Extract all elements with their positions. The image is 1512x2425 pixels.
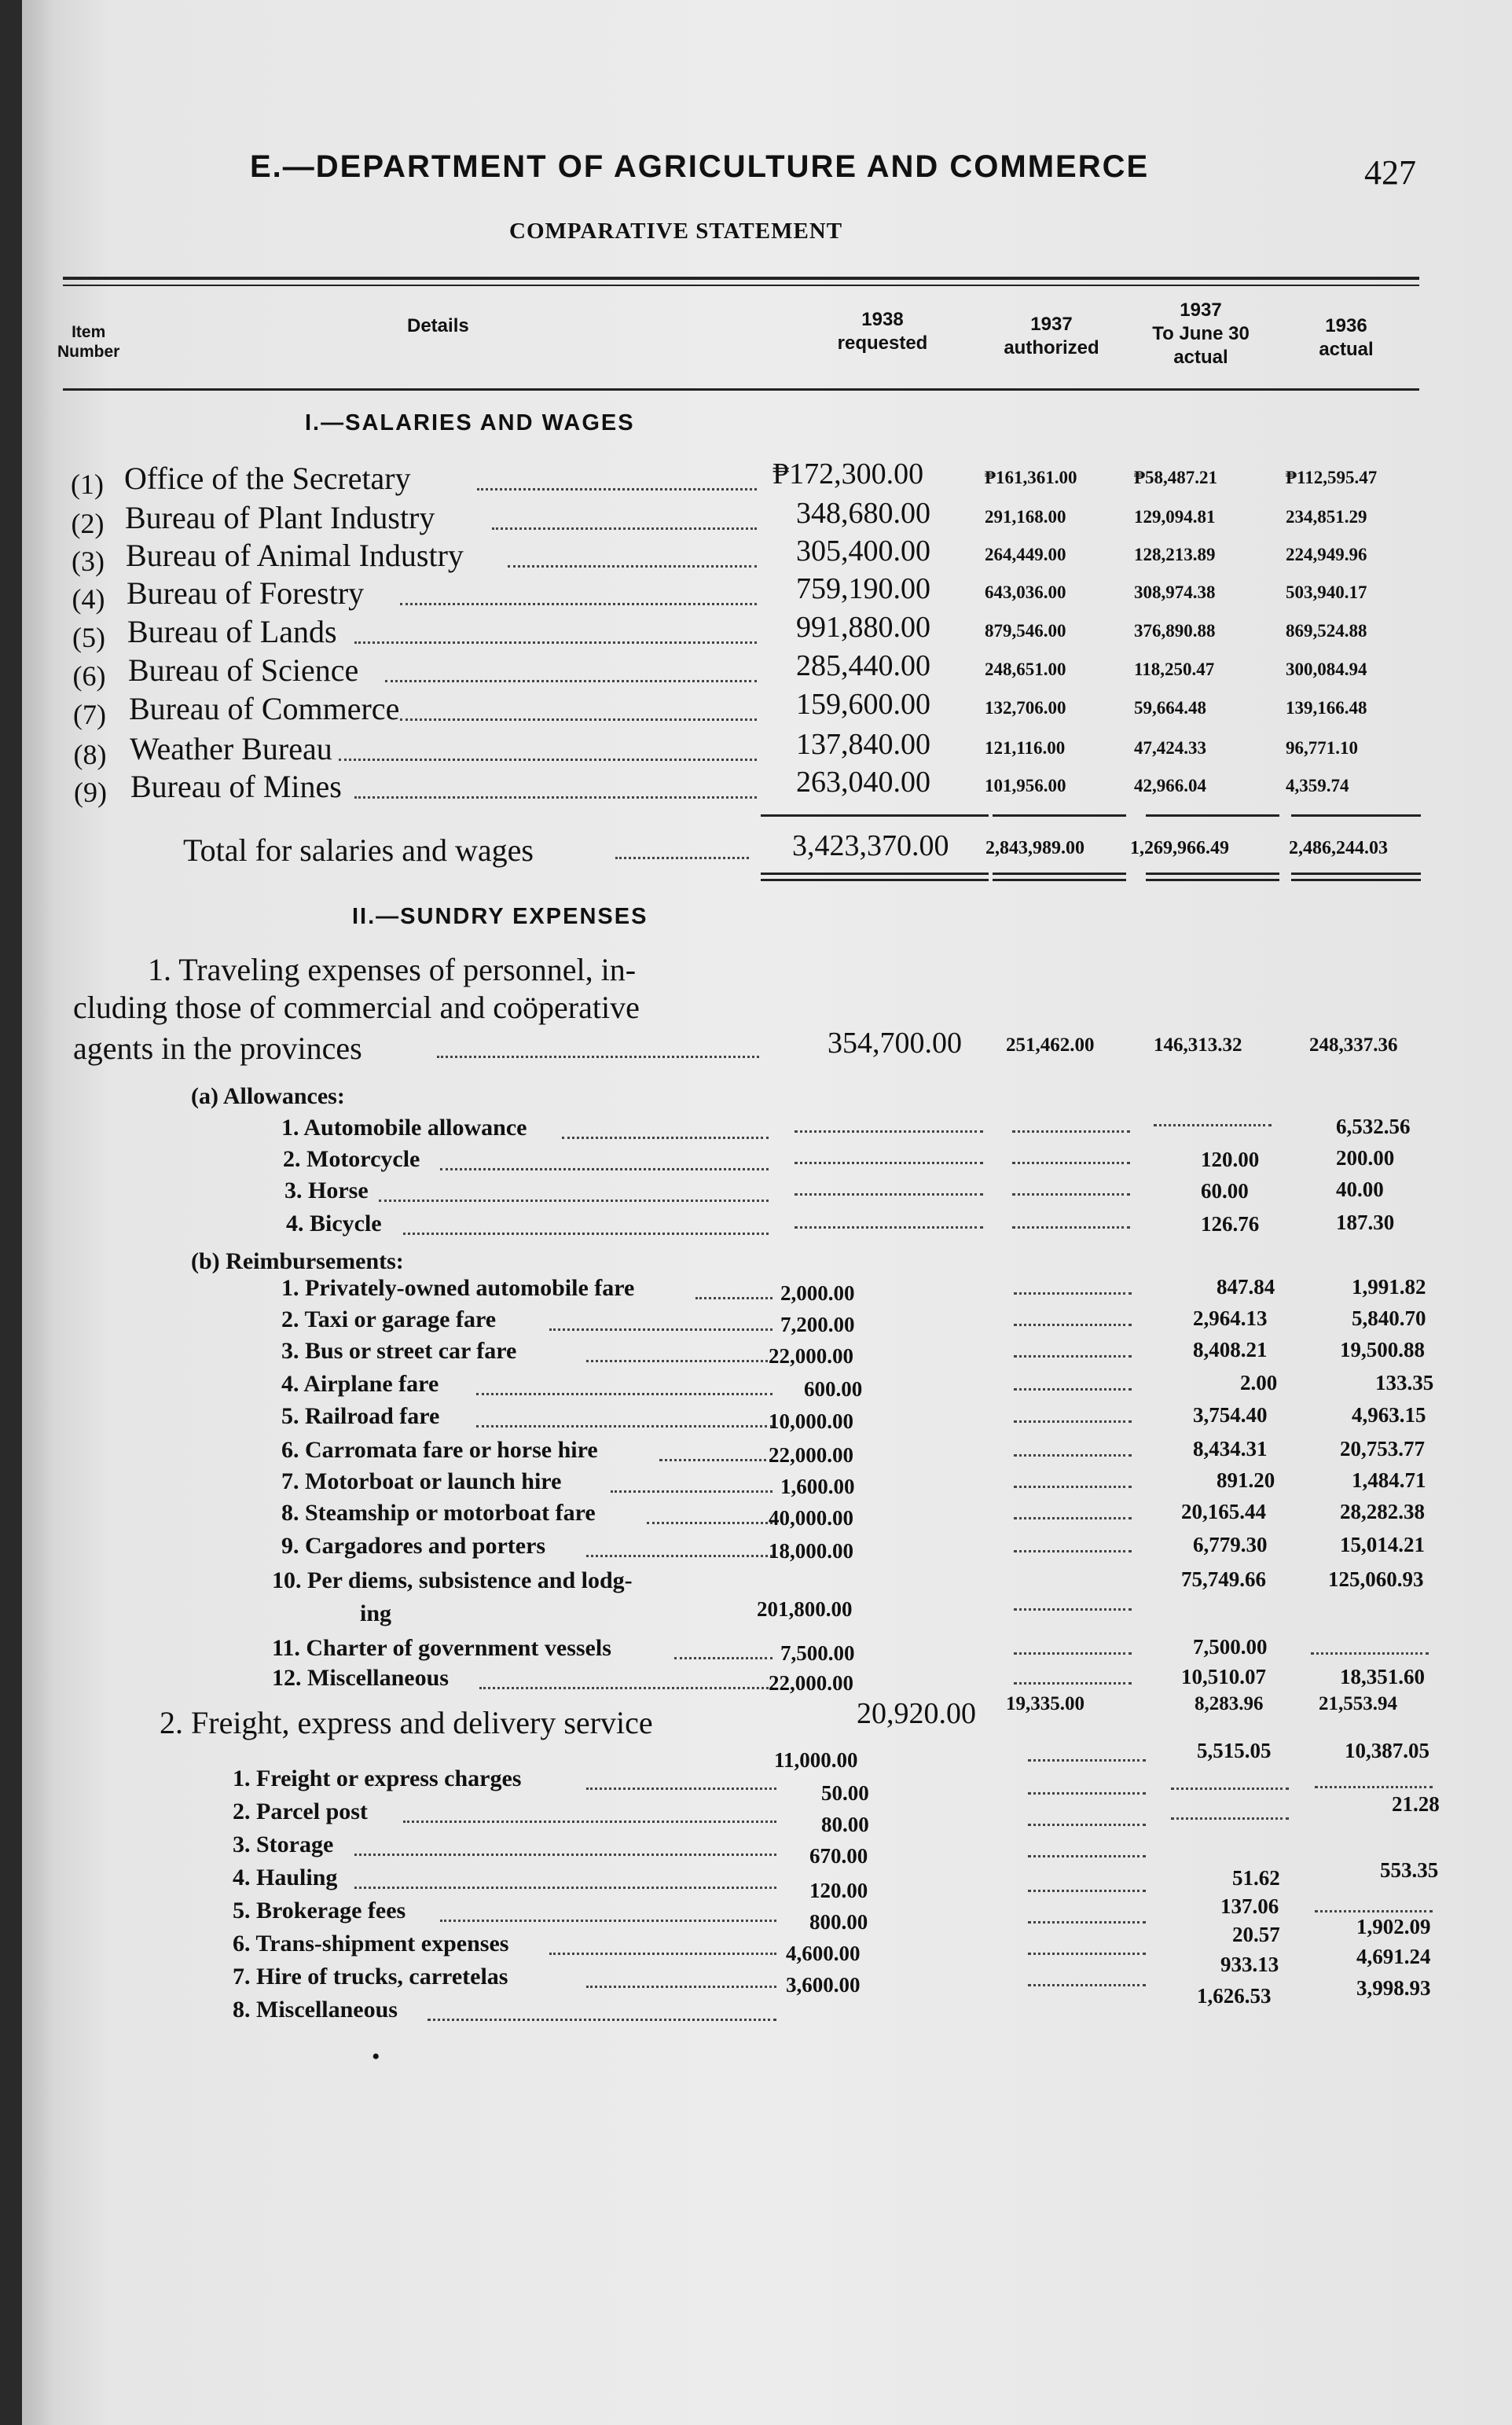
salary-row-authorized: 643,036.00 — [985, 582, 1066, 602]
freight-item-requested: 50.00 — [821, 1781, 869, 1805]
total-rule-c2 — [1146, 879, 1279, 881]
salary-row-label: Bureau of Plant Industry — [125, 500, 435, 535]
allowances-heading: (a) Allowances: — [191, 1083, 345, 1109]
salary-row-dots — [508, 565, 758, 568]
allowance-auth-dots — [1012, 1130, 1130, 1133]
reimbursement-dots — [611, 1490, 773, 1493]
allowance-req-dots — [795, 1193, 983, 1196]
total-rule-c1 — [1146, 873, 1279, 875]
reimbursement-june: 2,964.13 — [1193, 1306, 1268, 1330]
reimbursement-dots — [476, 1393, 773, 1395]
salary-row-dots — [477, 488, 758, 491]
reimbursement-june: 2.00 — [1240, 1371, 1278, 1394]
freight-item-june: 933.13 — [1220, 1953, 1279, 1976]
reimbursement-label-cont: ing — [360, 1600, 392, 1626]
allowance-req-dots — [795, 1226, 983, 1229]
salary-row-june: 128,213.89 — [1134, 545, 1216, 564]
freight-item-june: 137.06 — [1220, 1894, 1279, 1918]
freight-item-june: 51.62 — [1232, 1866, 1280, 1890]
salary-row-requested: 348,680.00 — [796, 497, 930, 530]
salary-row-requested: 159,600.00 — [796, 688, 930, 721]
total-rule-b1 — [993, 873, 1126, 875]
reimbursement-auth-dots — [1014, 1608, 1132, 1611]
col-1937b-year: 1937 — [1180, 299, 1222, 321]
total-rule-d1 — [1291, 873, 1421, 875]
freight-item-label: 8. Miscellaneous — [233, 1997, 398, 2023]
allowance-req-dots — [795, 1162, 983, 1164]
salary-row-june: 59,664.48 — [1134, 698, 1206, 718]
reimbursement-actual: 1,484.71 — [1352, 1468, 1426, 1492]
reimbursement-auth-dots — [1014, 1420, 1132, 1423]
freight-item-label: 5. Brokerage fees — [233, 1898, 406, 1923]
allowance-june-dots — [1154, 1124, 1272, 1126]
total-rule-d2 — [1291, 879, 1421, 881]
reimbursement-actual: 4,963.15 — [1352, 1403, 1426, 1427]
salary-row-number: (7) — [73, 699, 106, 730]
freight-item-auth-dots — [1028, 1953, 1146, 1955]
freight-item-requested: 800.00 — [809, 1910, 868, 1934]
salary-row-june: 308,974.38 — [1134, 582, 1216, 602]
allowance-label: 4. Bicycle — [286, 1211, 382, 1236]
freight-item-auth-dots — [1028, 1792, 1146, 1795]
reimbursement-june: 8,434.31 — [1193, 1437, 1268, 1461]
freight-item-requested: 670.00 — [809, 1844, 868, 1868]
reimbursement-actual: 19,500.88 — [1340, 1338, 1425, 1361]
subtotal-rule-4 — [1291, 814, 1421, 817]
salary-row-dots — [492, 527, 757, 530]
reimbursement-june: 75,749.66 — [1181, 1567, 1266, 1591]
col-1937b-label1: To June 30 — [1152, 323, 1250, 344]
salary-row-requested: 991,880.00 — [796, 611, 930, 644]
salary-row-requested: 285,440.00 — [796, 649, 930, 682]
salary-row-label: Bureau of Mines — [130, 769, 342, 804]
salary-row-requested: 137,840.00 — [796, 728, 930, 761]
traveling-authorized: 251,462.00 — [1006, 1034, 1095, 1056]
allowance-req-dots — [795, 1130, 983, 1133]
reimbursement-dots — [674, 1657, 773, 1659]
reimbursement-auth-dots — [1014, 1454, 1132, 1457]
freight-item-requested: 3,600.00 — [786, 1973, 861, 1997]
freight-item-label: 1. Freight or express charges — [233, 1765, 522, 1791]
salary-row-actual: 224,949.96 — [1286, 545, 1367, 564]
traveling-june: 146,313.32 — [1154, 1034, 1242, 1056]
salary-row-actual: 139,166.48 — [1286, 698, 1367, 718]
salary-row-label: Weather Bureau — [130, 731, 332, 766]
total-rule-a2 — [761, 879, 989, 881]
total-rule-b2 — [993, 879, 1126, 881]
freight-item-auth-dots — [1028, 1824, 1146, 1826]
section-sundry-heading: II.—SUNDRY EXPENSES — [352, 904, 648, 929]
col-details: Details — [407, 315, 469, 336]
traveling-line1: 1. Traveling expenses of personnel, in- — [148, 952, 637, 987]
salary-row-label: Office of the Secretary — [124, 461, 411, 496]
freight-item-auth-dots — [1028, 1855, 1146, 1857]
freight-item-june: 1,626.53 — [1197, 1984, 1272, 2008]
salary-row-authorized: 132,706.00 — [985, 698, 1066, 718]
reimbursement-requested: 22,000.00 — [769, 1443, 853, 1467]
reimbursement-june: 10,510.07 — [1181, 1665, 1266, 1688]
salary-row-requested: 263,040.00 — [796, 766, 930, 799]
header-rule-top — [63, 277, 1419, 280]
header-rule-bottom — [63, 388, 1419, 391]
freight-item-actual-dots — [1315, 1786, 1433, 1788]
col-1938-requested — [804, 308, 961, 355]
statement-subtitle: COMPARATIVE STATEMENT — [509, 219, 843, 244]
reimbursement-june: 6,779.30 — [1193, 1533, 1268, 1556]
salary-row-label: Bureau of Commerce — [129, 691, 400, 726]
reimbursements-heading: (b) Reimbursements: — [191, 1248, 404, 1274]
reimbursement-label: 11. Charter of government vessels — [272, 1635, 611, 1661]
stray-mark: • — [372, 2044, 380, 2070]
reimbursement-label: 4. Airplane fare — [281, 1371, 439, 1397]
allowance-dots — [440, 1168, 769, 1170]
total-dots — [615, 857, 749, 859]
total-salaries-june: 1,269,966.49 — [1130, 838, 1229, 858]
reimbursement-requested: 7,500.00 — [780, 1641, 855, 1665]
reimbursement-label: 12. Miscellaneous — [272, 1665, 449, 1691]
salary-row-authorized: 879,546.00 — [985, 621, 1066, 641]
freight-item-requested: 120.00 — [809, 1879, 868, 1902]
salary-row-actual: 869,524.88 — [1286, 621, 1367, 641]
reimbursement-auth-dots — [1014, 1324, 1132, 1326]
salary-row-actual: 234,851.29 — [1286, 507, 1367, 527]
total-salaries-actual: 2,486,244.03 — [1289, 838, 1388, 858]
salary-row-number: (1) — [71, 468, 104, 500]
department-title: E.—DEPARTMENT OF AGRICULTURE AND COMMERCE — [250, 149, 1150, 184]
salary-row-authorized: ₱161,361.00 — [985, 468, 1077, 487]
allowance-actual: 6,532.56 — [1336, 1115, 1411, 1138]
header-rule-top-thin — [63, 285, 1419, 286]
reimbursement-actual: 15,014.21 — [1340, 1533, 1425, 1556]
reimbursement-june: 20,165.44 — [1181, 1500, 1266, 1523]
reimbursement-dots — [476, 1425, 773, 1427]
salary-row-dots — [400, 603, 757, 605]
freight-item-requested: 80.00 — [821, 1813, 869, 1836]
reimbursement-requested: 201,800.00 — [757, 1597, 853, 1621]
allowance-dots — [562, 1137, 769, 1139]
col-1936-label: actual — [1319, 339, 1374, 360]
subtotal-rule-2 — [993, 814, 1126, 817]
reimbursement-requested: 22,000.00 — [769, 1344, 853, 1368]
freight-item-auth-dots — [1028, 1984, 1146, 1986]
reimbursement-requested: 2,000.00 — [780, 1281, 855, 1305]
salary-row-actual: 4,359.74 — [1286, 776, 1349, 795]
reimbursement-auth-dots — [1014, 1550, 1132, 1552]
traveling-requested: 354,700.00 — [828, 1027, 962, 1060]
col-item-line1: Item — [72, 323, 106, 341]
salary-row-dots — [354, 641, 758, 644]
salary-row-requested: ₱172,300.00 — [773, 457, 924, 491]
freight-item-label: 3. Storage — [233, 1832, 334, 1857]
reimbursement-auth-dots — [1014, 1682, 1132, 1685]
salary-row-dots — [354, 796, 758, 799]
salary-row-label: Bureau of Science — [128, 652, 359, 688]
total-salaries-requested: 3,423,370.00 — [792, 829, 949, 862]
freight-item-actual: 553.35 — [1380, 1858, 1439, 1882]
salary-row-number: (3) — [72, 546, 105, 577]
freight-item-label: 2. Parcel post — [233, 1799, 368, 1824]
salary-row-june: 118,250.47 — [1134, 660, 1215, 679]
reimbursement-requested: 40,000.00 — [769, 1506, 853, 1530]
freight-item-dots — [428, 2019, 776, 2021]
reimbursement-dots — [586, 1555, 773, 1557]
col-1936-year: 1936 — [1325, 315, 1367, 336]
reimbursement-actual: 18,351.60 — [1340, 1665, 1425, 1688]
reimbursement-auth-dots — [1014, 1388, 1132, 1391]
allowance-june: 60.00 — [1201, 1179, 1249, 1203]
col-1937a-label: authorized — [1004, 337, 1099, 358]
traveling-dots — [437, 1056, 759, 1058]
col-1938-year: 1938 — [861, 309, 904, 330]
col-1937-authorized — [973, 313, 1130, 360]
reimbursement-label: 2. Taxi or garage fare — [281, 1306, 497, 1332]
salary-row-actual: 300,084.94 — [1286, 660, 1367, 679]
reimbursement-june: 7,500.00 — [1193, 1635, 1268, 1659]
salary-row-dots — [385, 680, 758, 682]
salary-row-label: Bureau of Forestry — [127, 575, 365, 611]
total-rule-a1 — [761, 873, 989, 875]
allowance-actual: 40.00 — [1336, 1178, 1384, 1201]
salary-row-number: (6) — [72, 660, 106, 692]
freight-item-dots — [549, 1953, 776, 1955]
reimbursement-requested: 7,200.00 — [780, 1313, 855, 1336]
freight-item-auth-dots — [1028, 1921, 1146, 1923]
freight-item-actual: 1,902.09 — [1356, 1915, 1431, 1938]
salary-row-label: Bureau of Animal Industry — [126, 538, 464, 573]
allowance-actual: 187.30 — [1336, 1211, 1395, 1234]
reimbursement-actual-dots — [1311, 1652, 1429, 1655]
reimbursement-auth-dots — [1014, 1292, 1132, 1295]
freight-item-dots — [586, 1788, 777, 1790]
salary-row-actual: 503,940.17 — [1286, 582, 1367, 602]
reimbursement-dots — [695, 1297, 773, 1299]
reimbursement-label: 10. Per diems, subsistence and lodg- — [272, 1567, 633, 1593]
allowance-auth-dots — [1012, 1226, 1130, 1229]
salary-row-june: 376,890.88 — [1134, 621, 1216, 641]
allowance-dots — [403, 1233, 769, 1235]
reimbursement-label: 7. Motorboat or launch hire — [281, 1468, 562, 1494]
freight-requested: 20,920.00 — [857, 1697, 976, 1730]
allowance-actual: 200.00 — [1336, 1146, 1395, 1170]
traveling-line3: agents in the provinces — [73, 1031, 362, 1066]
freight-item-actual: 21.28 — [1392, 1792, 1440, 1816]
reimbursement-label: 8. Steamship or motorboat fare — [281, 1500, 596, 1526]
reimbursement-dots — [586, 1360, 773, 1362]
reimbursement-requested: 1,600.00 — [780, 1475, 855, 1498]
reimbursement-auth-dots — [1014, 1486, 1132, 1488]
freight-actual: 21,553.94 — [1319, 1693, 1397, 1714]
page-shadow — [22, 0, 53, 2425]
col-item-line2: Number — [57, 343, 120, 361]
freight-item-label: 4. Hauling — [233, 1865, 338, 1890]
col-1938-label: requested — [837, 333, 928, 354]
allowance-label: 2. Motorcycle — [283, 1146, 420, 1172]
subtotal-rule-1 — [761, 814, 989, 817]
freight-authorized: 19,335.00 — [1006, 1693, 1084, 1714]
salary-row-june: 47,424.33 — [1134, 738, 1206, 758]
freight-item-june-dots — [1171, 1817, 1289, 1820]
freight-item-dots — [586, 1986, 777, 1988]
reimbursement-dots — [659, 1459, 773, 1461]
freight-item-auth-dots — [1028, 1759, 1146, 1762]
col-1937a-year: 1937 — [1030, 314, 1073, 335]
salary-row-label: Bureau of Lands — [127, 614, 337, 649]
col-item-number — [57, 322, 119, 362]
freight-item-june-dots — [1171, 1788, 1289, 1790]
salary-row-authorized: 121,116.00 — [985, 738, 1066, 758]
salary-row-dots — [339, 759, 757, 761]
allowance-label: 1. Automobile allowance — [281, 1115, 527, 1141]
freight-item-auth-dots — [1028, 1890, 1146, 1892]
col-1937-june-actual — [1122, 299, 1279, 369]
col-1936-actual — [1279, 314, 1413, 362]
salary-row-authorized: 264,449.00 — [985, 545, 1066, 564]
reimbursement-label: 1. Privately-owned automobile fare — [281, 1275, 635, 1301]
traveling-actual: 248,337.36 — [1309, 1034, 1398, 1056]
salary-row-actual: 96,771.10 — [1286, 738, 1358, 758]
reimbursement-actual: 28,282.38 — [1340, 1500, 1425, 1523]
freight-item-label: 7. Hire of trucks, carretelas — [233, 1964, 508, 1990]
reimbursement-requested: 18,000.00 — [769, 1539, 853, 1563]
reimbursement-label: 3. Bus or street car fare — [281, 1338, 517, 1364]
freight-item-actual-dots — [1315, 1910, 1433, 1912]
salary-row-number: (4) — [72, 583, 105, 615]
freight-item-actual: 10,387.05 — [1345, 1739, 1429, 1762]
allowance-june: 126.76 — [1201, 1212, 1260, 1236]
reimbursement-actual: 5,840.70 — [1352, 1306, 1426, 1330]
salary-row-actual: ₱112,595.47 — [1286, 468, 1378, 487]
allowance-auth-dots — [1012, 1193, 1130, 1196]
reimbursement-auth-dots — [1014, 1517, 1132, 1519]
reimbursement-dots — [549, 1328, 773, 1331]
allowance-june: 120.00 — [1201, 1148, 1260, 1171]
reimbursement-requested: 600.00 — [804, 1377, 863, 1401]
reimbursement-label: 6. Carromata fare or horse hire — [281, 1437, 598, 1463]
salary-row-requested: 305,400.00 — [796, 535, 930, 568]
salary-row-number: (8) — [73, 739, 107, 770]
salary-row-number: (9) — [74, 777, 107, 808]
total-salaries-label: Total for salaries and wages — [183, 832, 534, 868]
salary-row-number: (5) — [72, 622, 105, 653]
freight-item-actual: 3,998.93 — [1356, 1976, 1431, 2000]
reimbursement-june: 847.84 — [1217, 1275, 1275, 1299]
salary-row-authorized: 291,168.00 — [985, 507, 1066, 527]
allowance-dots — [379, 1200, 769, 1202]
freight-item-label: 6. Trans-shipment expenses — [233, 1931, 509, 1957]
freight-item-requested: 11,000.00 — [774, 1748, 858, 1772]
reimbursement-requested: 22,000.00 — [769, 1671, 853, 1695]
reimbursement-actual: 125,060.93 — [1328, 1567, 1424, 1591]
freight-item-dots — [354, 1854, 776, 1856]
freight-item-dots — [403, 1821, 776, 1823]
reimbursement-requested: 10,000.00 — [769, 1409, 853, 1433]
freight-item-dots — [440, 1920, 777, 1922]
reimbursement-label: 5. Railroad fare — [281, 1403, 440, 1429]
freight-june: 8,283.96 — [1195, 1693, 1264, 1714]
reimbursement-june: 8,408.21 — [1193, 1338, 1268, 1361]
subtotal-rule-3 — [1146, 814, 1279, 817]
salary-row-authorized: 101,956.00 — [985, 776, 1066, 795]
traveling-line2: cluding those of commercial and coöperative — [73, 990, 640, 1025]
reimbursement-dots — [479, 1687, 773, 1689]
freight-item-actual: 4,691.24 — [1356, 1945, 1431, 1968]
freight-item-june: 20.57 — [1232, 1923, 1280, 1946]
salary-row-dots — [400, 718, 757, 721]
salary-row-authorized: 248,651.00 — [985, 660, 1066, 679]
page-number: 427 — [1364, 153, 1416, 192]
col-1937b-label2: actual — [1173, 347, 1228, 368]
document-page — [22, 0, 1512, 2425]
salary-row-june: ₱58,487.21 — [1134, 468, 1218, 487]
reimbursement-auth-dots — [1014, 1355, 1132, 1358]
allowance-auth-dots — [1012, 1162, 1130, 1164]
freight-item-dots — [354, 1887, 776, 1889]
reimbursement-june: 891.20 — [1217, 1468, 1275, 1492]
reimbursement-actual: 1,991.82 — [1352, 1275, 1426, 1299]
freight-item-june: 5,515.05 — [1197, 1739, 1272, 1762]
reimbursement-actual: 133.35 — [1375, 1371, 1434, 1394]
salary-row-requested: 759,190.00 — [796, 572, 930, 605]
total-salaries-authorized: 2,843,989.00 — [985, 838, 1084, 858]
section-salaries-heading: I.—SALARIES AND WAGES — [305, 410, 635, 435]
freight-label: 2. Freight, express and delivery service — [160, 1705, 653, 1740]
reimbursement-actual: 20,753.77 — [1340, 1437, 1425, 1461]
salary-row-june: 129,094.81 — [1134, 507, 1216, 527]
reimbursement-june: 3,754.40 — [1193, 1403, 1268, 1427]
freight-item-requested: 4,600.00 — [786, 1942, 861, 1965]
reimbursement-dots — [647, 1522, 773, 1524]
salary-row-june: 42,966.04 — [1134, 776, 1206, 795]
reimbursement-auth-dots — [1014, 1652, 1132, 1655]
reimbursement-label: 9. Cargadores and porters — [281, 1533, 546, 1559]
allowance-label: 3. Horse — [284, 1178, 369, 1203]
salary-row-number: (2) — [71, 508, 105, 539]
